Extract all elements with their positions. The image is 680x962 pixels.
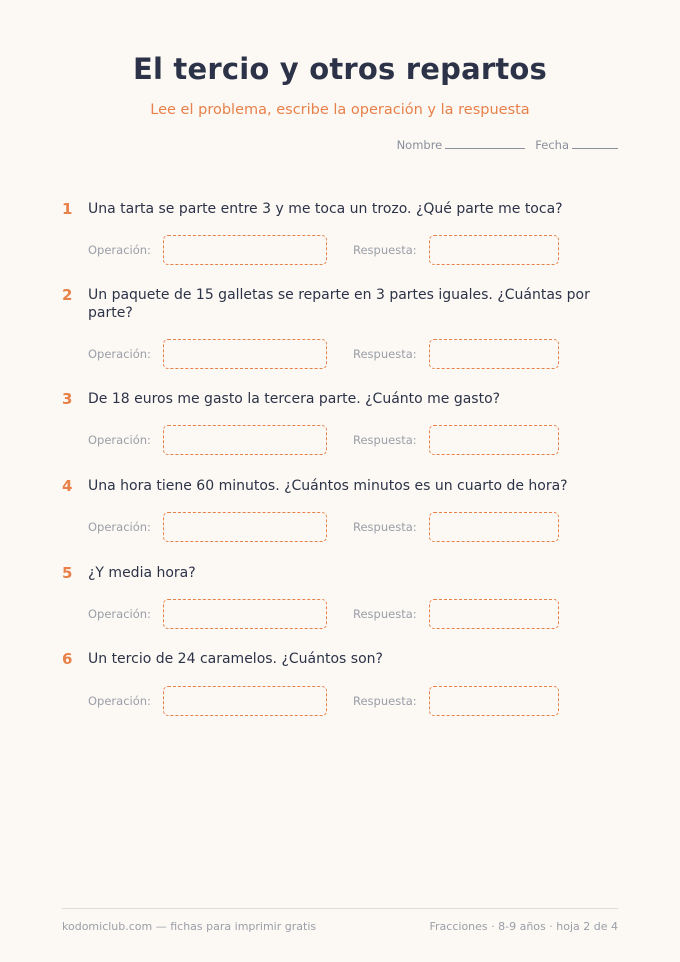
operation-label: Operación: xyxy=(88,433,151,447)
answer-row xyxy=(62,425,622,457)
operation-box[interactable] xyxy=(163,339,327,369)
answer-label: Respuesta: xyxy=(353,243,417,257)
answer-row xyxy=(62,599,622,631)
operation-box[interactable] xyxy=(163,599,327,629)
problem-number: 2 xyxy=(62,286,73,304)
problem-number: 1 xyxy=(62,200,73,218)
answer-box[interactable] xyxy=(429,339,559,369)
operation-box[interactable] xyxy=(163,686,327,716)
page-subtitle: Lee el problema, escribe la operación y la respuesta xyxy=(150,102,530,118)
answer-label: Respuesta: xyxy=(353,694,417,708)
date-line[interactable] xyxy=(572,139,618,149)
footer-sheet-info: Fracciones · 8-9 años · hoja 2 de 4 xyxy=(429,920,618,933)
answer-label: Respuesta: xyxy=(353,347,417,361)
operation-label: Operación: xyxy=(88,347,151,361)
operation-label: Operación: xyxy=(88,243,151,257)
operation-label: Operación: xyxy=(88,607,151,621)
operation-label: Operación: xyxy=(88,520,151,534)
footer-site: kodomiclub.com — fichas para imprimir gratis xyxy=(62,920,317,933)
answer-box[interactable] xyxy=(429,235,559,265)
operation-label: Operación: xyxy=(88,694,151,708)
answer-box[interactable] xyxy=(429,599,559,629)
answer-row xyxy=(62,235,622,267)
name-date-fields xyxy=(397,138,618,152)
answer-box[interactable] xyxy=(429,512,559,542)
problem-text: ¿Y media hora? xyxy=(88,565,196,581)
operation-box[interactable] xyxy=(163,235,327,265)
problem-number: 6 xyxy=(62,650,73,668)
answer-row xyxy=(62,512,622,544)
page-title: El tercio y otros repartos xyxy=(132,52,548,86)
problem-text: Una tarta se parte entre 3 y me toca un trozo. ¿Qué parte me toca? xyxy=(88,201,563,217)
answer-label: Respuesta: xyxy=(353,433,417,447)
answer-box[interactable] xyxy=(429,425,559,455)
answer-box[interactable] xyxy=(429,686,559,716)
name-label: Nombre xyxy=(396,138,443,152)
answer-row xyxy=(62,686,622,718)
operation-box[interactable] xyxy=(163,425,327,455)
answer-label: Respuesta: xyxy=(353,520,417,534)
problem-text: Un paquete de 15 galletas se reparte en 3 partes iguales. ¿Cuántas por parte? xyxy=(88,287,590,321)
problem-number: 4 xyxy=(62,477,73,495)
answer-row xyxy=(62,339,622,371)
footer-divider xyxy=(62,908,618,909)
problem-number: 5 xyxy=(62,564,73,582)
problem-text: Un tercio de 24 caramelos. ¿Cuántos son? xyxy=(88,651,383,667)
operation-box[interactable] xyxy=(163,512,327,542)
problem-number: 3 xyxy=(62,390,73,408)
date-label: Fecha xyxy=(535,138,569,152)
problem-text: De 18 euros me gasto la tercera parte. ¿Cuánto me gasto? xyxy=(88,391,501,407)
name-line[interactable] xyxy=(445,139,525,149)
answer-label: Respuesta: xyxy=(353,607,417,621)
problem-text: Una hora tiene 60 minutos. ¿Cuántos minutos es un cuarto de hora? xyxy=(88,478,568,494)
